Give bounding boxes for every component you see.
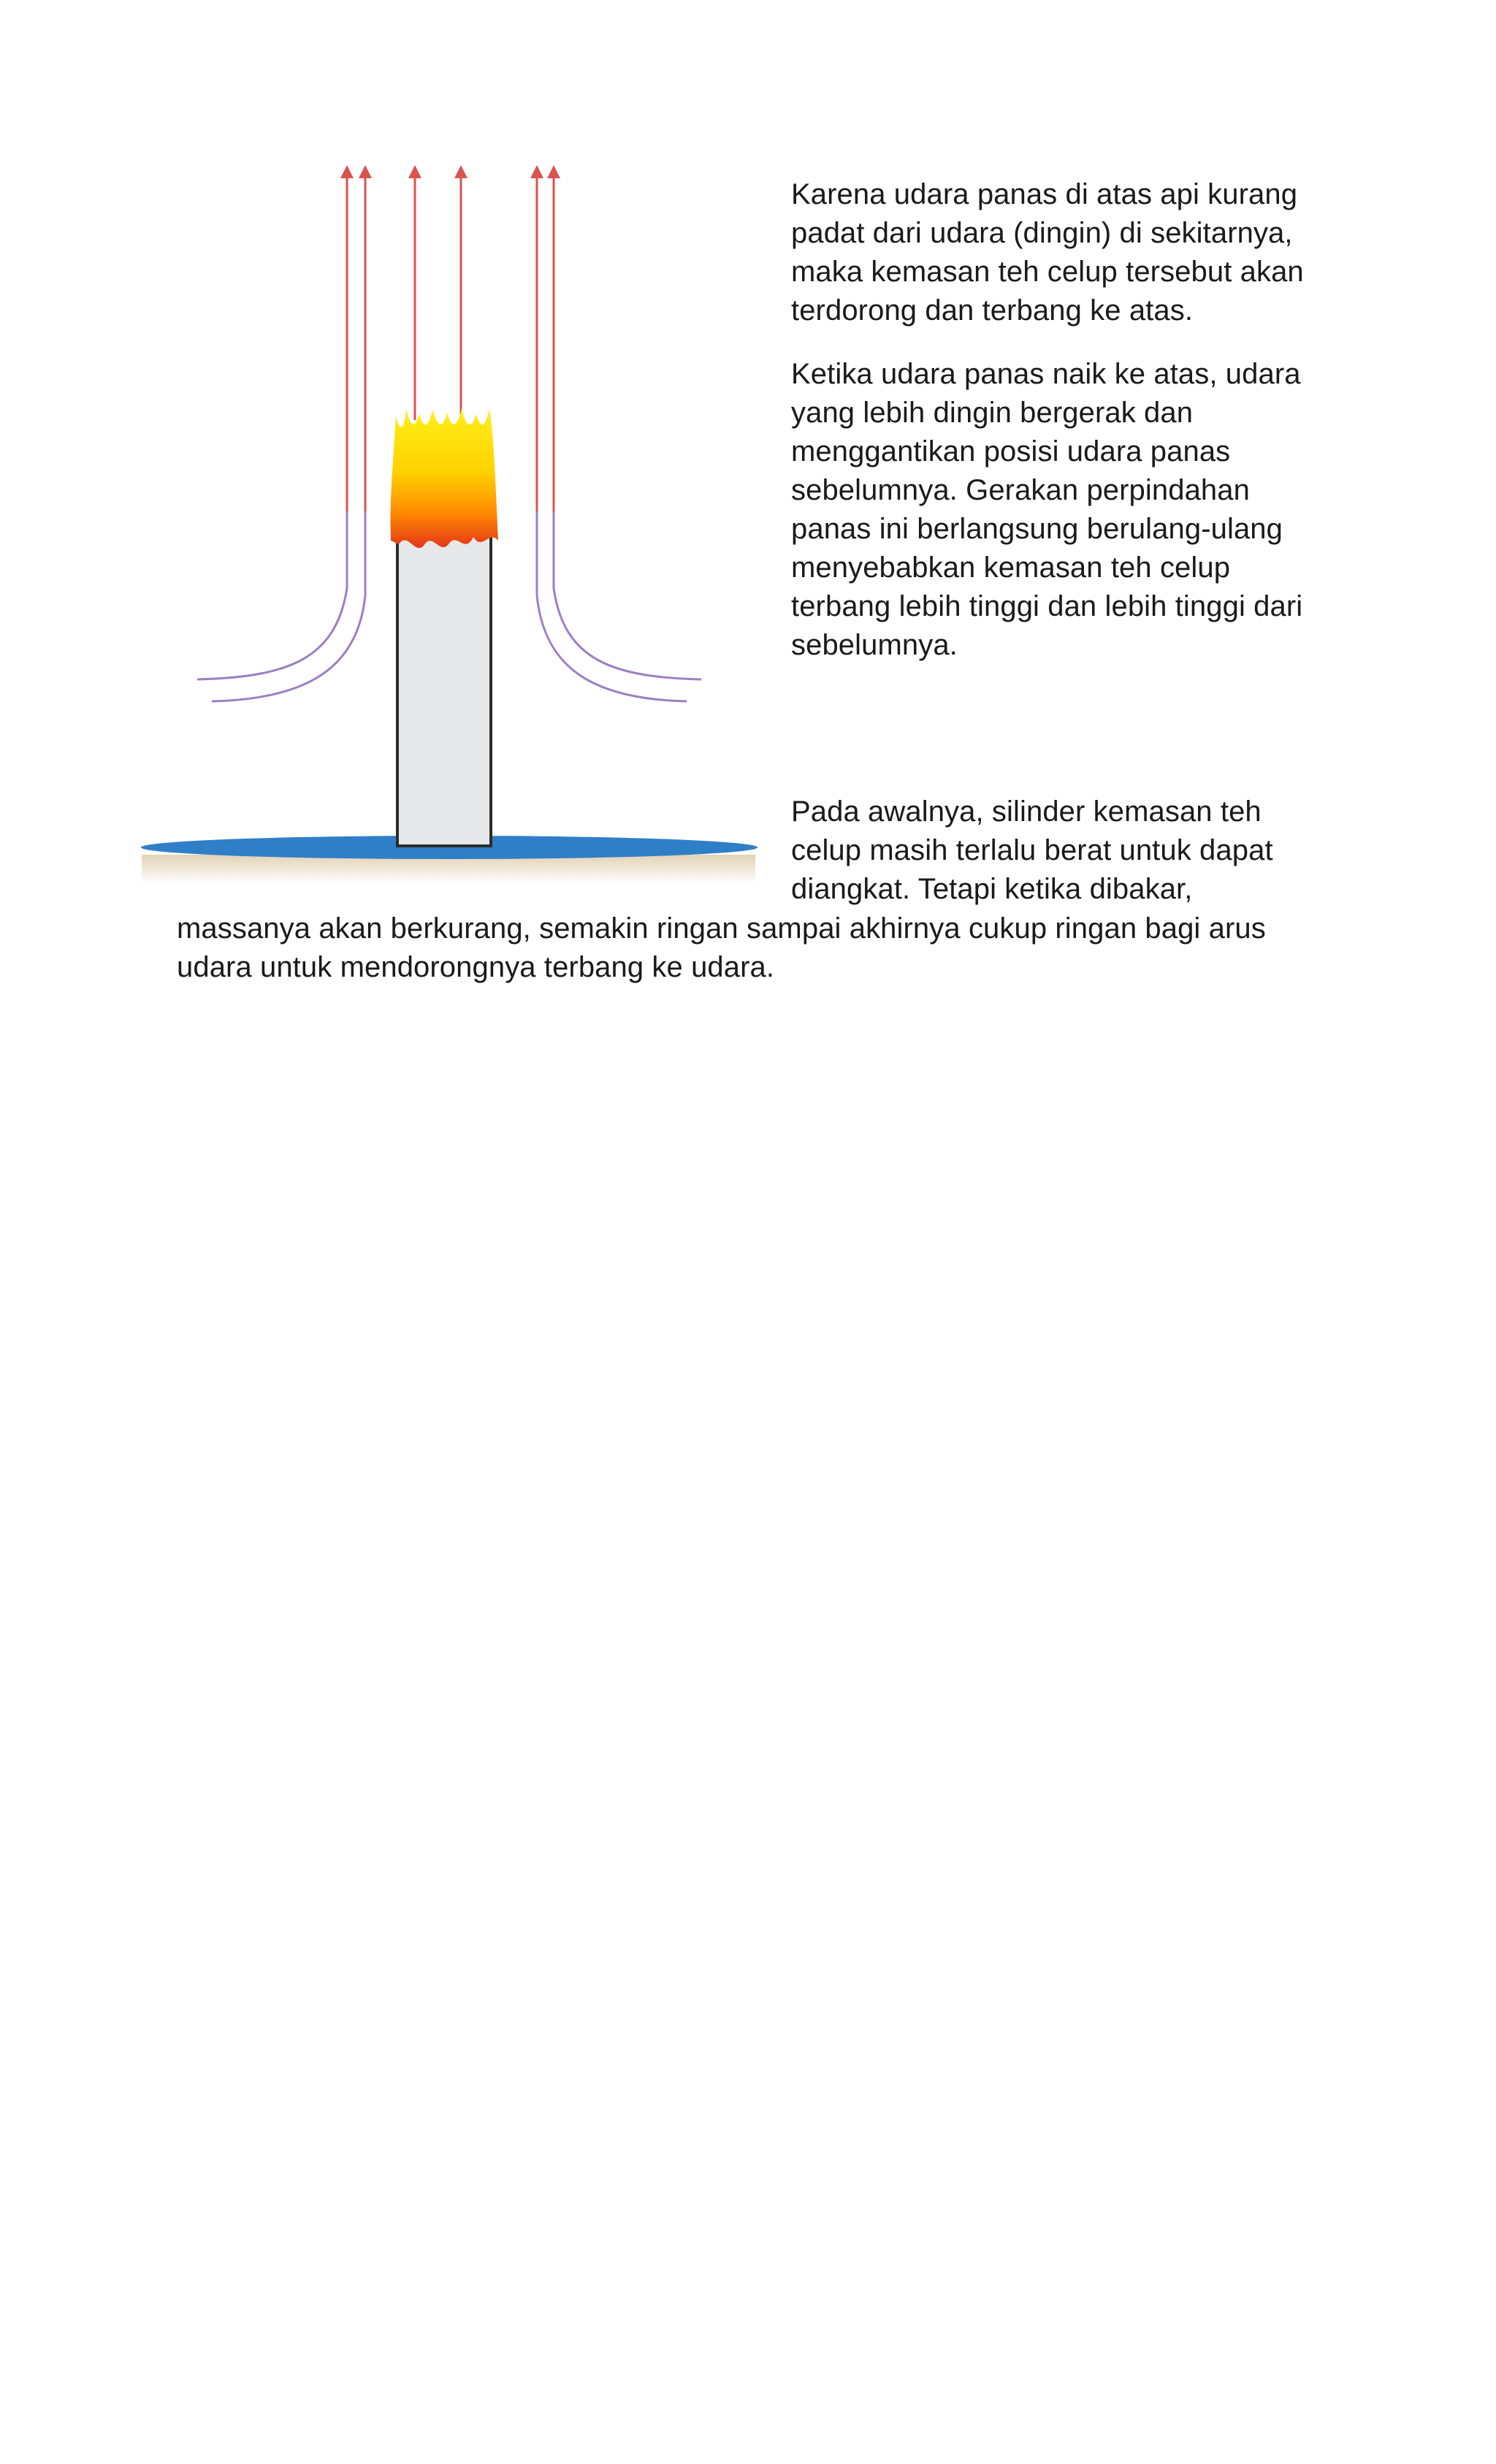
ground-strip xyxy=(142,855,755,884)
paragraph-convection xyxy=(791,355,1332,665)
paragraph-buoyancy xyxy=(791,175,1332,330)
tea-bag-cylinder xyxy=(397,519,491,846)
cool-air-line-left-outer xyxy=(197,511,347,679)
paragraph-3-start-text: Pada awalnya, silinder kemasan teh celup masih terlalu berat untuk dapat diangkat. Tetapi ketika dibakar, xyxy=(791,796,1273,905)
paragraph-1-text: Karena udara panas di atas api kurang padat dari udara (dingin) di sekitarnya, maka kemasan teh celup tersebut akan terdorong dan terbang ke atas. xyxy=(791,178,1304,327)
paragraph-2-text: Ketika udara panas naik ke atas, udara yang lebih dingin bergerak dan menggantikan posisi udara panas sebelumnya. Gerakan perpindahan panas ini berlangsung berulang-ulang menyebabkan kemasan teh celup terbang lebih tinggi dan lebih tinggi dari sebelumnya. xyxy=(791,358,1303,661)
paragraph-initial-mass-continued xyxy=(177,909,1346,987)
cool-air-line-right-inner xyxy=(537,511,687,701)
cool-air-line-right-outer xyxy=(554,511,701,679)
convection-diagram-svg xyxy=(139,157,760,891)
paragraph-initial-mass xyxy=(791,793,1332,909)
paragraph-3-end-text: massanya akan berkurang, semakin ringan sampai akhirnya cukup ringan bagi arus udara untuk mendorongnya terbang ke udara. xyxy=(177,912,1266,983)
flame xyxy=(391,408,498,548)
convection-illustration xyxy=(139,157,760,891)
